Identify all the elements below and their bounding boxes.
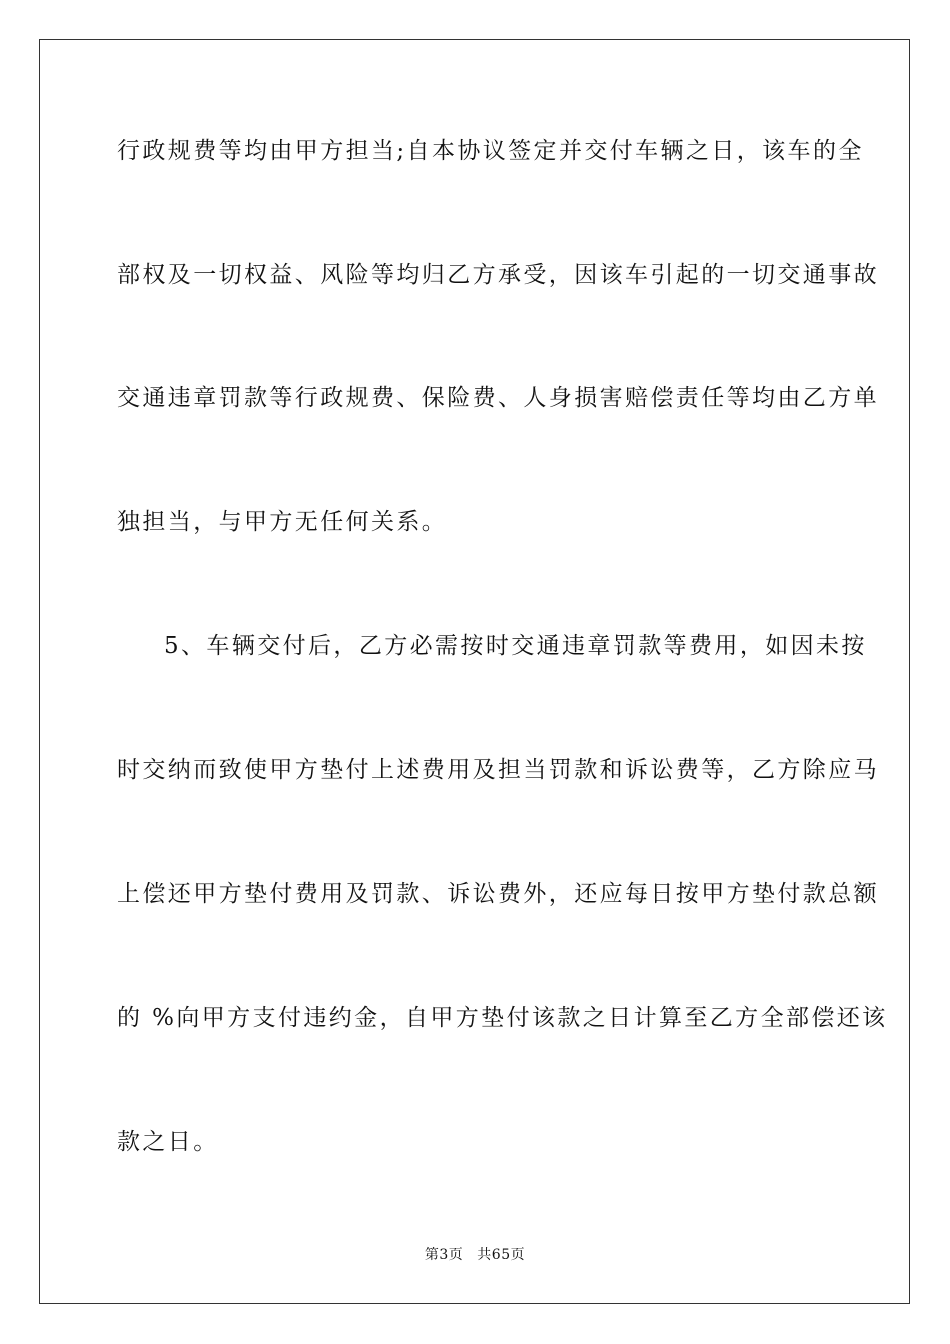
page-total: 共65页: [477, 1247, 526, 1263]
body-line: 款之日。: [117, 1129, 219, 1155]
body-line-paragraph-start: 5、车辆交付后，乙方必需按时交通违章罚款等费用，如因未按: [164, 633, 867, 659]
page-footer: [0, 1246, 950, 1264]
body-line: 行政规费等均由甲方担当;自本协议签定并交付车辆之日，该车的全: [117, 138, 864, 164]
body-line: 上偿还甲方垫付费用及罚款、诉讼费外，还应每日按甲方垫付款总额: [117, 881, 879, 907]
body-line: 交通违章罚款等行政规费、保险费、人身损害赔偿责任等均由乙方单: [117, 385, 879, 411]
body-line: 时交纳而致使甲方垫付上述费用及担当罚款和诉讼费等，乙方除应马: [117, 757, 879, 783]
body-line: 的 %向甲方支付违约金，自甲方垫付该款之日计算至乙方全部偿还该: [117, 1005, 888, 1031]
page-border: [39, 39, 910, 1304]
body-line: 独担当，与甲方无任何关系。: [117, 509, 448, 535]
body-line: 部权及一切权益、风险等均归乙方承受，因该车引起的一切交通事故: [117, 262, 879, 288]
page-number: 第3页: [424, 1247, 464, 1263]
